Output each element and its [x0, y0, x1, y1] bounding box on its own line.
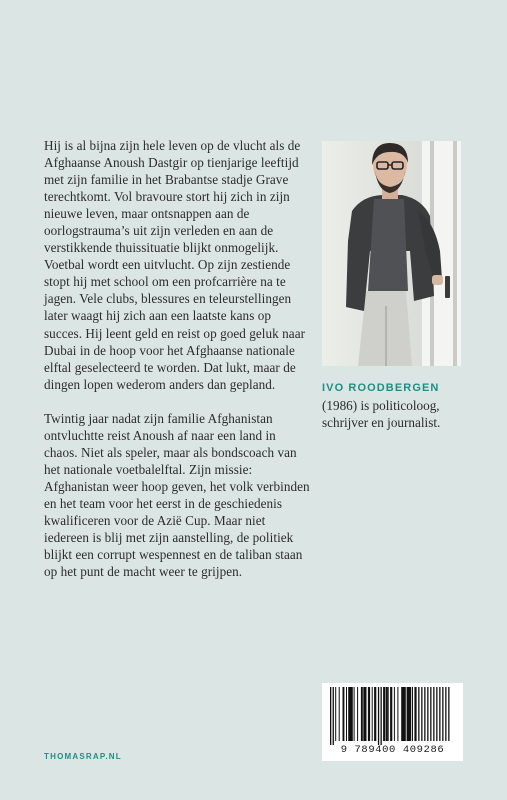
author-photo-illustration: [322, 141, 461, 366]
blurb-paragraph-1: Hij is al bijna zijn hele leven op de vlucht als de Afghaanse Anoush Dastgir op tienjarige leeftijd met zijn familie in het Brabantse stadje Grave terechtkomt. Vol bravoure stort hij zich in zijn nieuwe leven, maar ontsnappen aan de oorlogstrauma’s uit zijn verleden en aan de verstikkende thuissituatie blijkt onmogelijk. Voetbal wordt een uitvlucht. Op zijn zestiende stopt hij met school om een profcarrière na te jagen. Vele clubs, blessures en teleurstellingen later waagt hij zich aan een laatste kans op succes. Hij leent geld en reist op goed geluk naar Dubai in de hoop voor het Afghaanse nationale elftal geselecteerd te worden. Dat lukt, maar de dingen lopen wederom anders dan gepland.: [44, 138, 306, 392]
blurb-paragraph-2: Twintig jaar nadat zijn familie Afghanistan ontvluchtte reist Anoush af naar een land in chaos. Niet als speler, maar als bondscoach van het nationale voetbalelftal. Zijn missie: Afghanistan weer hoop geven, het volk verbinden en het team voor het eerst in de geschiedenis kwalificeren voor de Azië Cup. Maar niet iedereen is blij met zijn aanstelling, de politiek blijkt een corrupt wespennest en de taliban staan op het punt de macht weer te grijpen.: [44, 410, 310, 580]
isbn-number: 9 789400 409286: [340, 744, 445, 756]
author-bio: is politicoloog, schrijver en journalist.: [322, 398, 441, 431]
author-info: [322, 378, 472, 431]
author-birth-year: (1986): [322, 398, 358, 414]
publisher-website[interactable]: THOMASRAP.NL: [44, 752, 122, 761]
barcode-bars: [328, 687, 457, 745]
author-name: IVO ROODBERGEN: [322, 382, 440, 394]
back-cover-blurb: [44, 137, 310, 580]
isbn-barcode: [322, 683, 463, 761]
author-photo: [322, 141, 461, 366]
